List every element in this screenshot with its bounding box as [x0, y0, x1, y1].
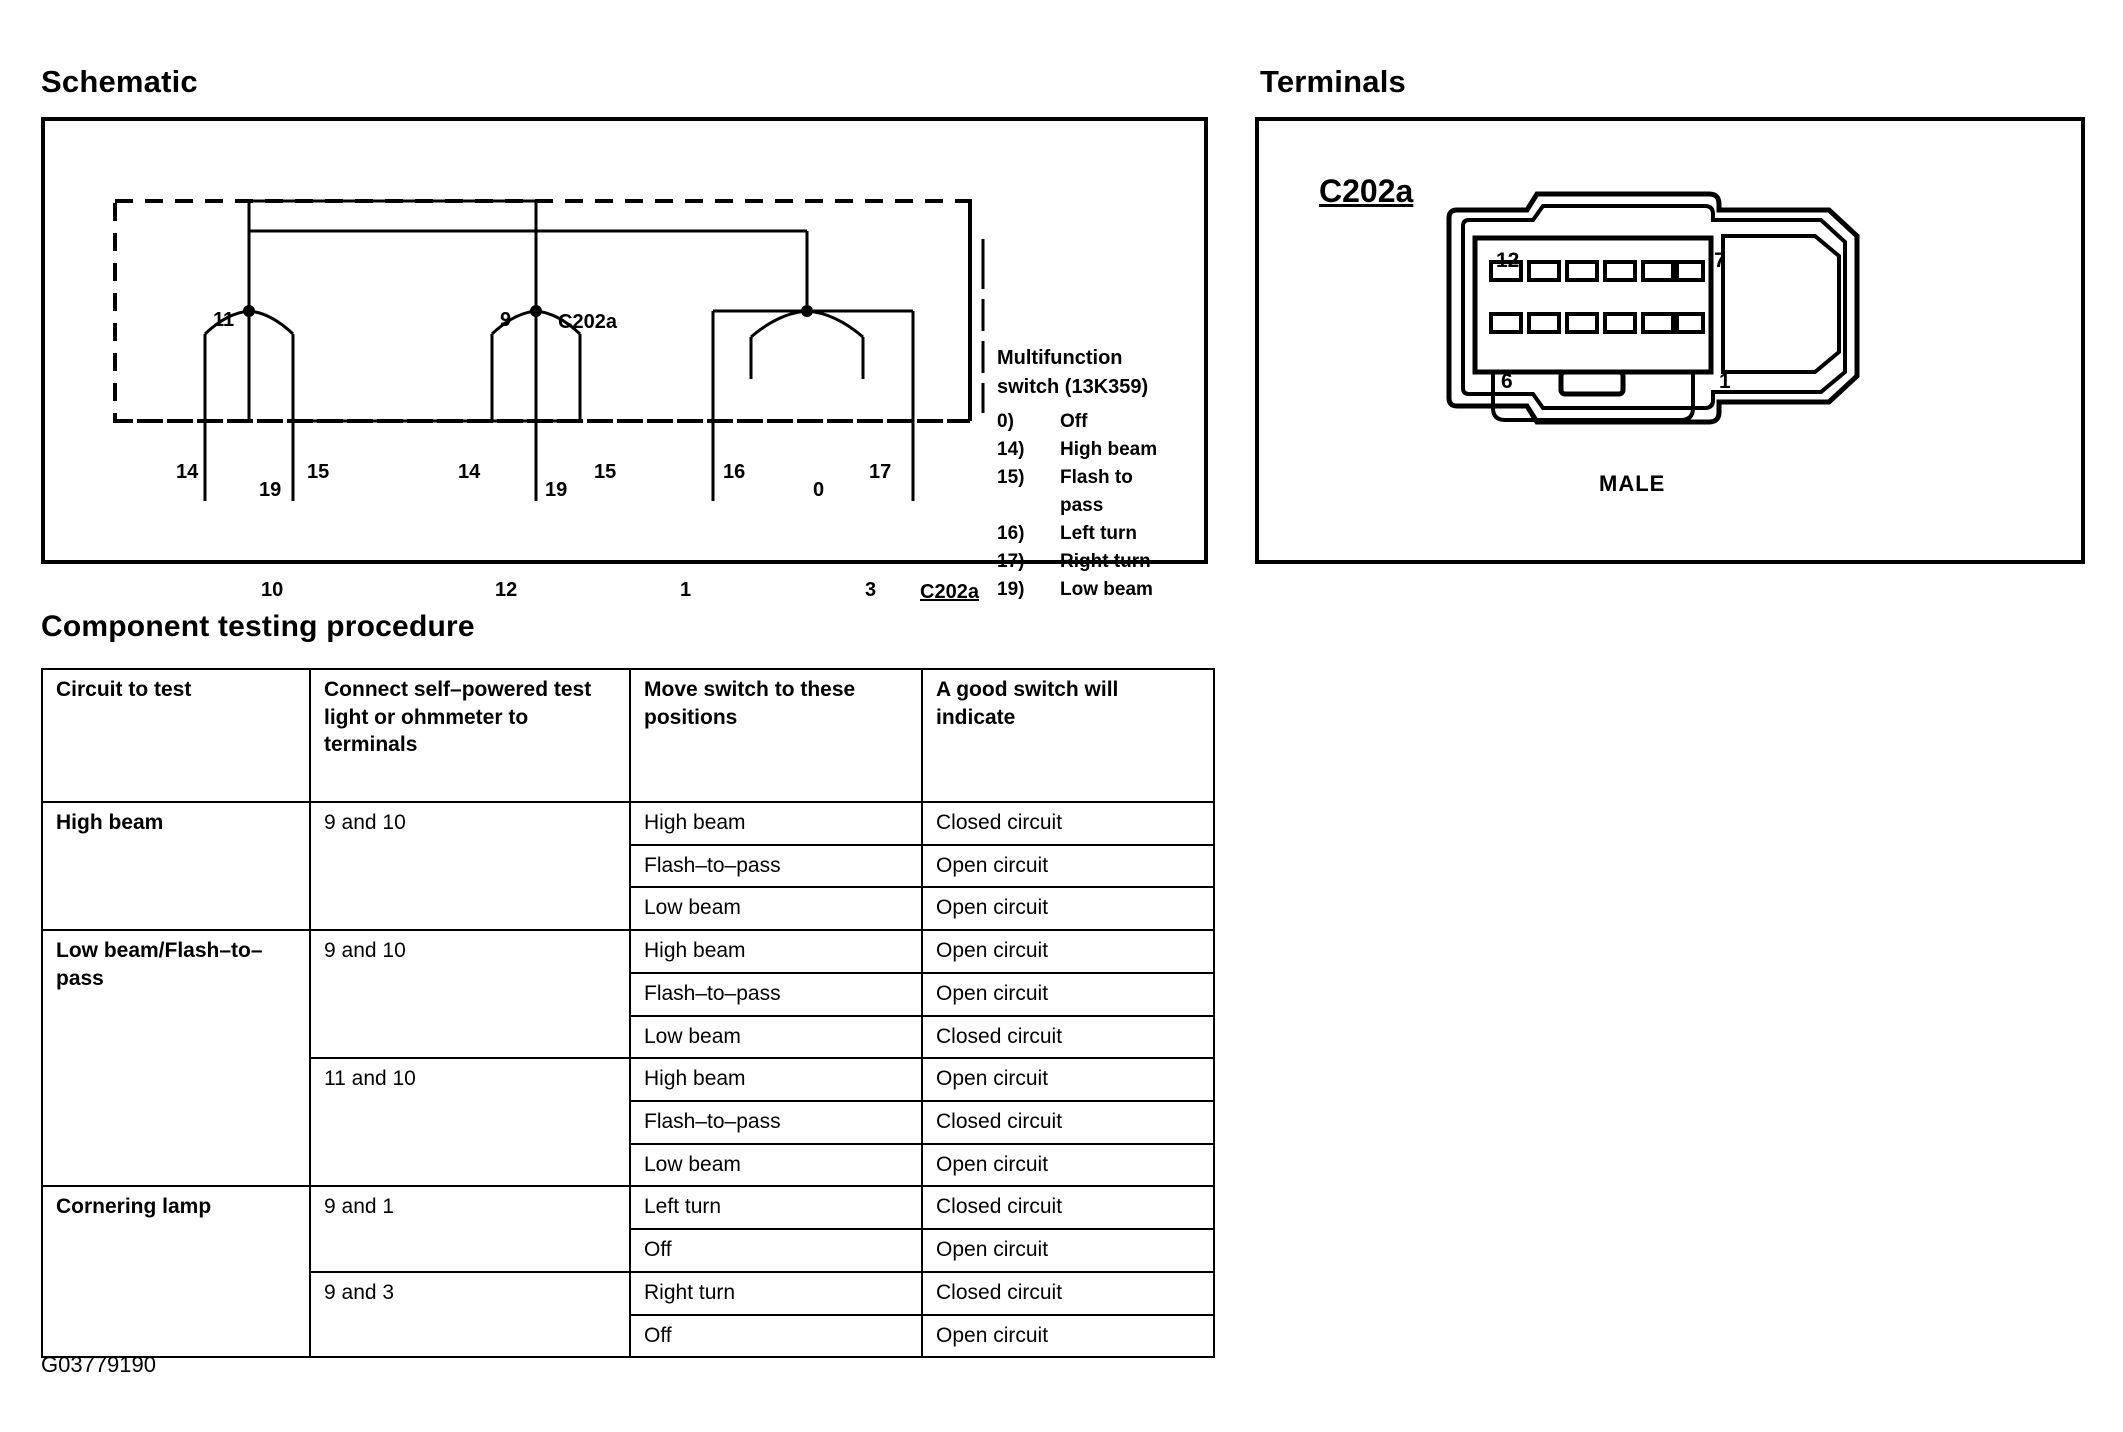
schematic-terminal-1: 1	[680, 579, 692, 601]
legend-key-0: 0)	[997, 411, 1014, 432]
cell-terminals: 9 and 3	[310, 1272, 630, 1357]
schematic-heading: Schematic	[41, 64, 198, 99]
cell-result: Open circuit	[922, 845, 1214, 888]
header-good-switch: A good switch will indicate	[922, 669, 1214, 802]
cell-result: Open circuit	[922, 1058, 1214, 1101]
cell-circuit: Cornering lamp	[42, 1186, 310, 1357]
cell-terminals: 9 and 1	[310, 1186, 630, 1271]
schematic-contact-15-left: 15	[307, 461, 330, 483]
cell-result: Open circuit	[922, 1229, 1214, 1272]
schematic-terminal-12: 12	[495, 579, 518, 601]
cell-result: Closed circuit	[922, 1101, 1214, 1144]
cell-position: High beam	[630, 930, 922, 973]
legend-label-flash-to: Flash to	[1060, 467, 1133, 488]
procedure-heading: Component testing procedure	[41, 610, 475, 643]
schematic-terminal-11: 11	[213, 309, 235, 331]
schematic-contact-15-mid: 15	[594, 461, 617, 483]
legend-label-off: Off	[1060, 411, 1088, 432]
cell-position: Flash–to–pass	[630, 845, 922, 888]
legend-key-16: 16)	[997, 523, 1025, 544]
component-testing-table	[41, 668, 1215, 1358]
legend-label-right-turn: Right turn	[1060, 551, 1151, 572]
schematic-panel	[41, 117, 1208, 603]
cell-terminals: 11 and 10	[310, 1058, 630, 1186]
schematic-terminal-9: 9	[500, 309, 512, 331]
legend-key-15: 15)	[997, 467, 1025, 488]
connector-drawing	[1409, 176, 2029, 476]
cell-position: Right turn	[630, 1272, 922, 1315]
pin-number-1: 1	[1719, 370, 1731, 393]
header-connect-terminals: Connect self–powered test light or ohmmeter to terminals	[310, 669, 630, 802]
terminal-connector-id: C202a	[1319, 173, 1414, 209]
table-row	[42, 1186, 1214, 1229]
cell-position: Flash–to–pass	[630, 973, 922, 1016]
schematic-connector-bottom-label: C202a	[920, 581, 979, 603]
schematic-drawing	[45, 121, 1204, 603]
schematic-contact-14-mid: 14	[458, 461, 481, 483]
component-name-line2: switch (13K359)	[997, 376, 1149, 398]
cell-result: Open circuit	[922, 930, 1214, 973]
schematic-connector-top-label: C202a	[558, 311, 617, 333]
legend-label-left-turn: Left turn	[1060, 523, 1138, 544]
figure-code: G03779190	[41, 1352, 156, 1377]
schematic-contact-16: 16	[723, 461, 746, 483]
table-row	[42, 802, 1214, 845]
cell-position: Off	[630, 1315, 922, 1358]
pin-number-12: 12	[1496, 249, 1520, 272]
legend-label-low-beam: Low beam	[1060, 579, 1153, 600]
schematic-svg	[45, 121, 1204, 560]
legend-key-17: 17)	[997, 551, 1025, 572]
header-move-switch: Move switch to these positions	[630, 669, 922, 802]
cell-terminals: 9 and 10	[310, 802, 630, 930]
cell-position: High beam	[630, 802, 922, 845]
pin-number-6: 6	[1501, 370, 1513, 393]
legend-label-pass: pass	[1060, 495, 1104, 516]
table-header-row	[42, 669, 1214, 802]
schematic-contact-14-left: 14	[176, 461, 199, 483]
cell-terminals: 9 and 10	[310, 930, 630, 1058]
schematic-terminal-10: 10	[261, 579, 284, 601]
cell-circuit: High beam	[42, 802, 310, 930]
cell-result: Open circuit	[922, 887, 1214, 930]
terminals-heading: Terminals	[1260, 64, 1406, 99]
cell-position: Off	[630, 1229, 922, 1272]
cell-position: Low beam	[630, 1016, 922, 1059]
cell-result: Open circuit	[922, 1315, 1214, 1358]
component-name-line1: Multifunction	[997, 347, 1123, 369]
legend-label-high-beam: High beam	[1060, 439, 1158, 460]
cell-result: Closed circuit	[922, 1272, 1214, 1315]
legend-key-19: 19)	[997, 579, 1025, 600]
cell-circuit: Low beam/Flash–to–pass	[42, 930, 310, 1186]
cell-result: Closed circuit	[922, 1016, 1214, 1059]
cell-position: Low beam	[630, 1144, 922, 1187]
pin-number-7: 7	[1714, 249, 1726, 272]
table-row	[42, 930, 1214, 973]
cell-position: Low beam	[630, 887, 922, 930]
terminals-panel	[1255, 117, 2085, 564]
cell-result: Closed circuit	[922, 802, 1214, 845]
schematic-contact-17: 17	[869, 461, 892, 483]
schematic-terminal-3: 3	[865, 579, 877, 601]
cell-position: Flash–to–pass	[630, 1101, 922, 1144]
cell-position: High beam	[630, 1058, 922, 1101]
schematic-contact-19-mid: 19	[545, 479, 568, 501]
schematic-contact-19-left: 19	[259, 479, 282, 501]
cell-position: Left turn	[630, 1186, 922, 1229]
cell-result: Closed circuit	[922, 1186, 1214, 1229]
connector-gender-label: MALE	[1599, 471, 1666, 496]
cell-result: Open circuit	[922, 973, 1214, 1016]
schematic-contact-0: 0	[813, 479, 825, 501]
header-circuit-to-test: Circuit to test	[42, 669, 310, 802]
legend-key-14: 14)	[997, 439, 1025, 460]
cell-result: Open circuit	[922, 1144, 1214, 1187]
